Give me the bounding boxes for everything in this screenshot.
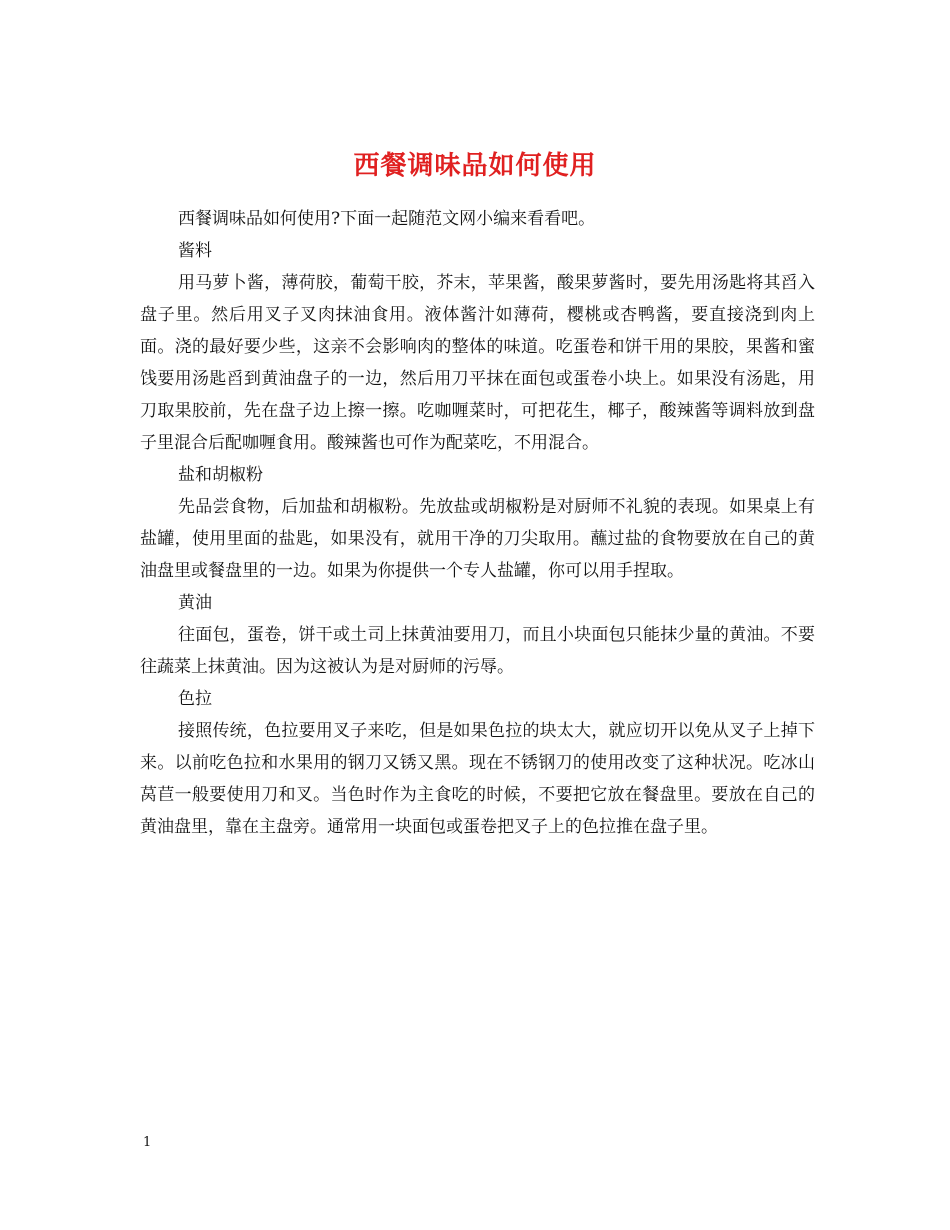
section-heading-sauce: 酱料 <box>178 241 212 261</box>
section-body-salt-pepper: 先品尝食物，后加盐和胡椒粉。先放盐或胡椒粉是对厨师不礼貌的表现。如果桌上有盐罐，使用里面的盐匙，如果没有，就用干净的刀尖取用。蘸过盐的食物要放在自己的黄油盘里或餐盘里的一边。如果为你提供一个专人盐罐，你可以用手捏取。 <box>140 497 815 581</box>
intro-paragraph: 西餐调味品如何使用?下面一起随范文网小编来看看吧。 <box>178 209 596 229</box>
section-body-salad: 接照传统，色拉要用叉子来吃，但是如果色拉的块太大，就应切开以免从叉子上掉下来。以前吃色拉和水果用的钢刀又锈又黑。现在不锈钢刀的使用改变了这种状况。吃冰山莴苣一般要使用刀和叉。当色时作为主食吃的时候，不要把它放在餐盘里。要放在自己的黄油盘里，靠在主盘旁。通常用一块面包或蛋卷把叉子上的色拉推在盘子里。 <box>140 721 815 837</box>
section-body-sauce: 用马萝卜酱，薄荷胶，葡萄干胶，芥末，苹果酱，酸果萝酱时，要先用汤匙将其舀入盘子里。然后用叉子叉肉抹油食用。液体酱汁如薄荷，樱桃或杏鸭酱，要直接浇到肉上面。浇的最好要少些，这亲不会影响肉的整体的味道。吃蛋卷和饼干用的果胶，果酱和蜜饯要用汤匙舀到黄油盘子的一边，然后用刀平抹在面包或蛋卷小块上。如果没有汤匙，用刀取果胶前，先在盘子边上擦一擦。吃咖喱菜时，可把花生，椰子，酸辣酱等调料放到盘子里混合后配咖喱食用。酸辣酱也可作为配菜吃，不用混合。 <box>140 273 815 453</box>
section-body-butter: 往面包，蛋卷，饼干或土司上抹黄油要用刀，而且小块面包只能抹少量的黄油。不要往蔬菜上抹黄油。因为这被认为是对厨师的污辱。 <box>140 625 815 677</box>
page-title: 西餐调味品如何使用 <box>353 151 597 182</box>
section-heading-butter: 黄油 <box>178 593 212 613</box>
page-number: 1 <box>143 1135 152 1150</box>
section-heading-salt-pepper: 盐和胡椒粉 <box>178 465 263 485</box>
section-heading-salad: 色拉 <box>178 689 212 709</box>
document-body <box>140 203 815 843</box>
